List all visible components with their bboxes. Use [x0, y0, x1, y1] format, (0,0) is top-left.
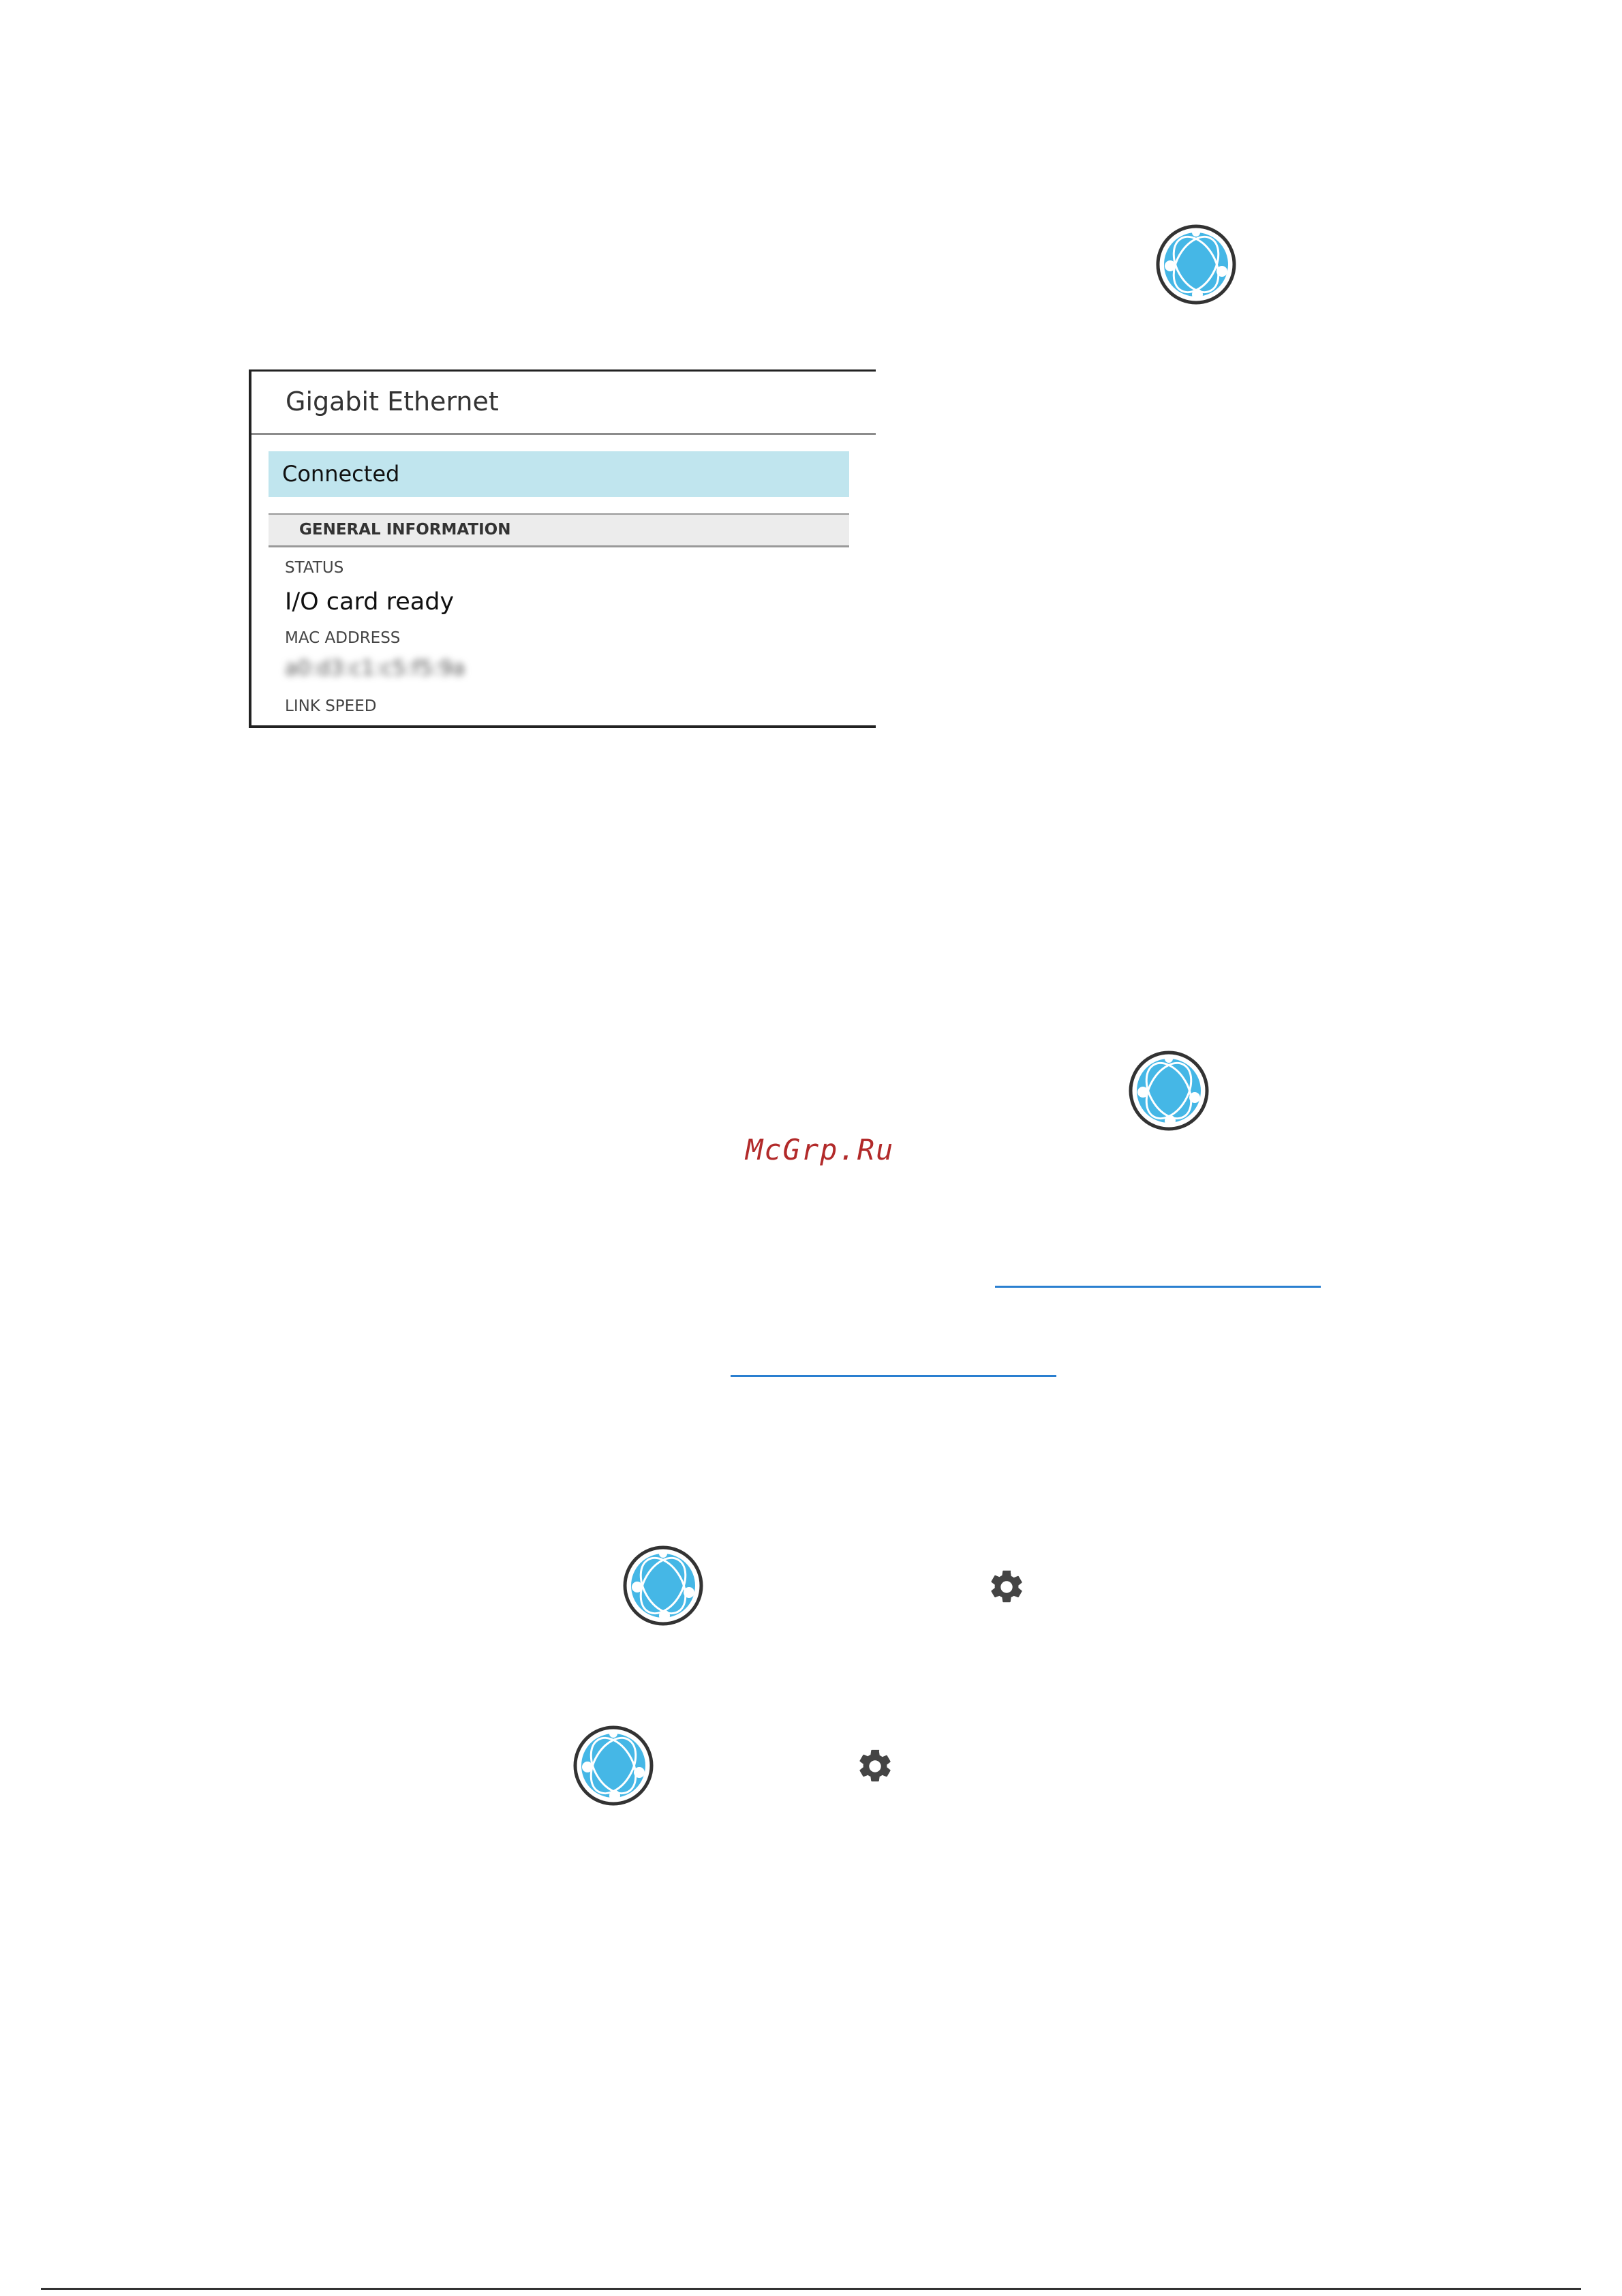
hyperlink-underline[interactable] [731, 1375, 1056, 1377]
gigabit-ethernet-panel [249, 369, 876, 728]
link-speed-label: LINK SPEED [285, 697, 377, 715]
connection-status-text: Connected [282, 461, 400, 487]
mac-address-value: a0:d3:c1:c5:f5:9a [285, 656, 465, 680]
connection-status-bar [269, 451, 849, 497]
section-header-text: GENERAL INFORMATION [299, 521, 511, 539]
network-globe-icon [1155, 224, 1237, 305]
hyperlink-underline[interactable] [995, 1286, 1321, 1288]
status-label: STATUS [285, 559, 344, 577]
gear-icon [855, 1747, 895, 1786]
watermark: McGrp.Ru [746, 1133, 895, 1166]
status-value: I/O card ready [285, 588, 455, 616]
mac-address-label: MAC ADDRESS [285, 629, 401, 647]
general-information-header [269, 513, 849, 547]
title-divider [251, 433, 876, 435]
footer-rule [41, 2288, 1581, 2290]
gear-icon [987, 1567, 1026, 1607]
network-globe-icon [622, 1545, 704, 1627]
network-globe-icon [1128, 1050, 1210, 1132]
network-globe-icon [572, 1725, 654, 1807]
panel-title: Gigabit Ethernet [286, 387, 499, 417]
